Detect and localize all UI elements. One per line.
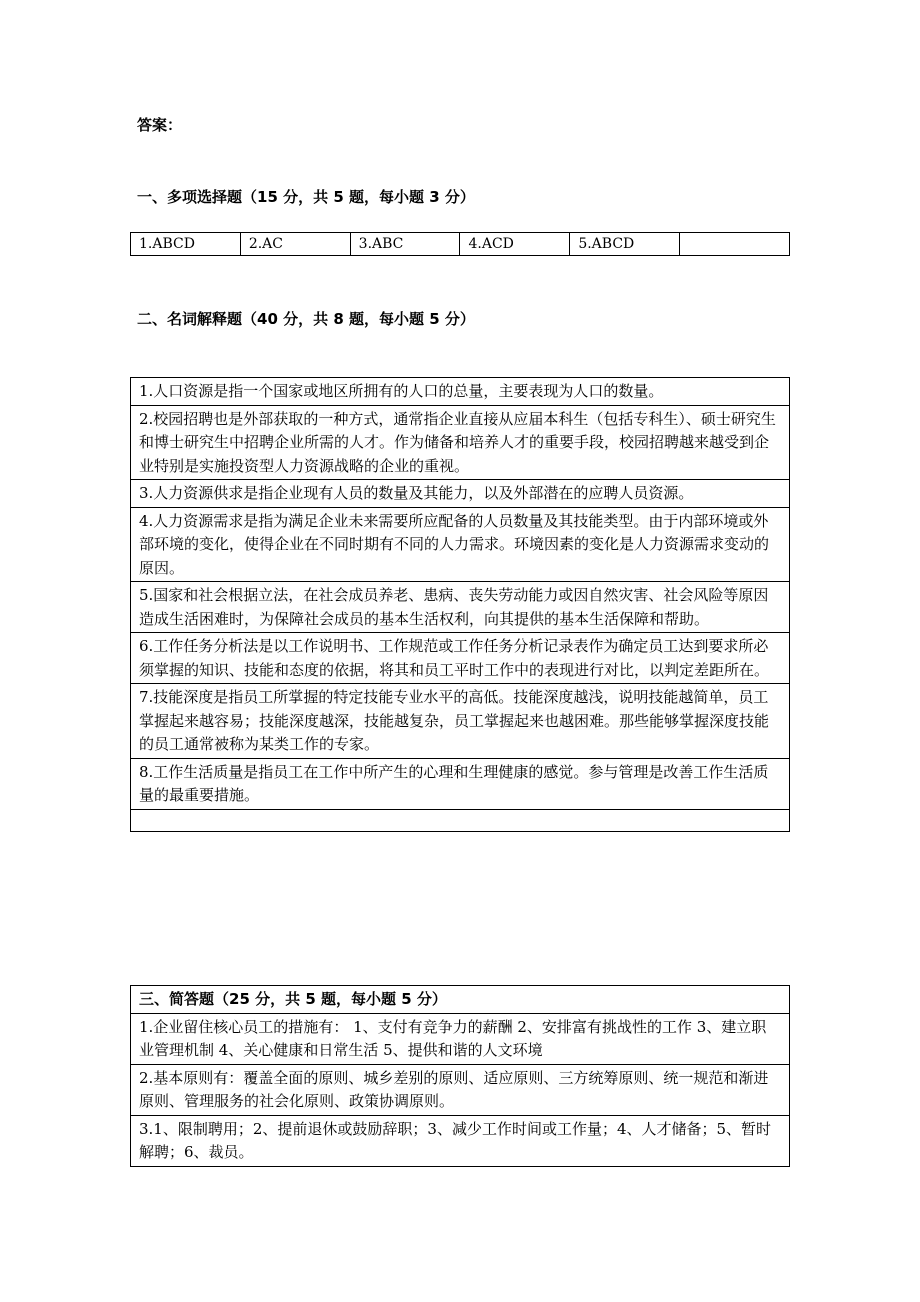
multiple-choice-answer-table (130, 232, 790, 256)
answer-cell: 5.国家和社会根据立法，在社会成员养老、患病、丧失劳动能力或因自然灾害、社会风险等原因造成生活困难时，为保障社会成员的基本生活权利，向其提供的基本生活保障和帮助。 (131, 582, 790, 633)
answer-cell: 1.企业留住核心员工的措施有： 1、支付有竞争力的薪酬 2、安排富有挑战性的工作 3、建立职业管理机制 4、关心健康和日常生活 5、提供和谐的人文环境 (131, 1013, 790, 1064)
answer-cell: 1.人口资源是指一个国家或地区所拥有的人口的总量，主要表现为人口的数量。 (131, 378, 790, 406)
table-row (131, 1115, 790, 1166)
table-row (131, 405, 790, 480)
table-row (131, 507, 790, 582)
table-row (131, 684, 790, 759)
answer-cell: 7.技能深度是指员工所掌握的特定技能专业水平的高低。技能深度越浅，说明技能越简单，员工掌握起来越容易；技能深度越深，技能越复杂，员工掌握起来也越困难。那些能够掌握深度技能的员工通常被称为某类工作的专家。 (131, 684, 790, 759)
table-row (131, 378, 790, 406)
answer-heading: 答案： (137, 116, 183, 134)
table-row (131, 986, 790, 1014)
short-answer-table (130, 985, 790, 1167)
answer-cell: 6.工作任务分析法是以工作说明书、工作规范或工作任务分析记录表作为确定员工达到要求所必须掌握的知识、技能和态度的依据，将其和员工平时工作中的表现进行对比，以判定差距所在。 (131, 633, 790, 684)
answer-cell (680, 233, 790, 256)
section1-title: 一、多项选择题（15 分，共 5 题，每小题 3 分） (137, 188, 475, 206)
answer-cell: 2.基本原则有：覆盖全面的原则、城乡差别的原则、适应原则、三方统筹原则、统一规范和渐进原则、管理服务的社会化原则、政策协调原则。 (131, 1064, 790, 1115)
table-row (131, 233, 790, 256)
answer-cell: 3.ABC (350, 233, 460, 256)
answer-cell: 5.ABCD (570, 233, 680, 256)
answer-cell: 2.校园招聘也是外部获取的一种方式，通常指企业直接从应届本科生（包括专科生）、硕士研究生和博士研究生中招聘企业所需的人才。作为储备和培养人才的重要手段，校园招聘越来越受到企业特别是实施投资型人力资源战略的企业的重视。 (131, 405, 790, 480)
empty-table-row (131, 809, 790, 831)
table-row (131, 1013, 790, 1064)
table-row (131, 1064, 790, 1115)
answer-cell: 1.ABCD (131, 233, 241, 256)
answer-cell: 8.工作生活质量是指员工在工作中所产生的心理和生理健康的感觉。参与管理是改善工作生活质量的最重要措施。 (131, 758, 790, 809)
answer-cell: 4.ACD (460, 233, 570, 256)
answer-cell: 3.人力资源供求是指企业现有人员的数量及其能力，以及外部潜在的应聘人员资源。 (131, 480, 790, 508)
table-row (131, 480, 790, 508)
section2-title: 二、名词解释题（40 分，共 8 题，每小题 5 分） (137, 310, 475, 328)
table-row (131, 582, 790, 633)
answer-cell: 4.人力资源需求是指为满足企业未来需要所应配备的人员数量及其技能类型。由于内部环境或外部环境的变化，使得企业在不同时期有不同的人力需求。环境因素的变化是人力资源需求变动的原因。 (131, 507, 790, 582)
term-definition-table (130, 377, 790, 832)
table-row (131, 758, 790, 809)
table-row (131, 633, 790, 684)
empty-cell (131, 809, 790, 831)
answer-cell: 2.AC (240, 233, 350, 256)
section3-title: 三、简答题（25 分，共 5 题，每小题 5 分） (131, 986, 790, 1014)
answer-cell: 3.1、限制聘用；2、提前退休或鼓励辞职；3、减少工作时间或工作量；4、人才储备；5、暂时解聘；6、裁员。 (131, 1115, 790, 1166)
